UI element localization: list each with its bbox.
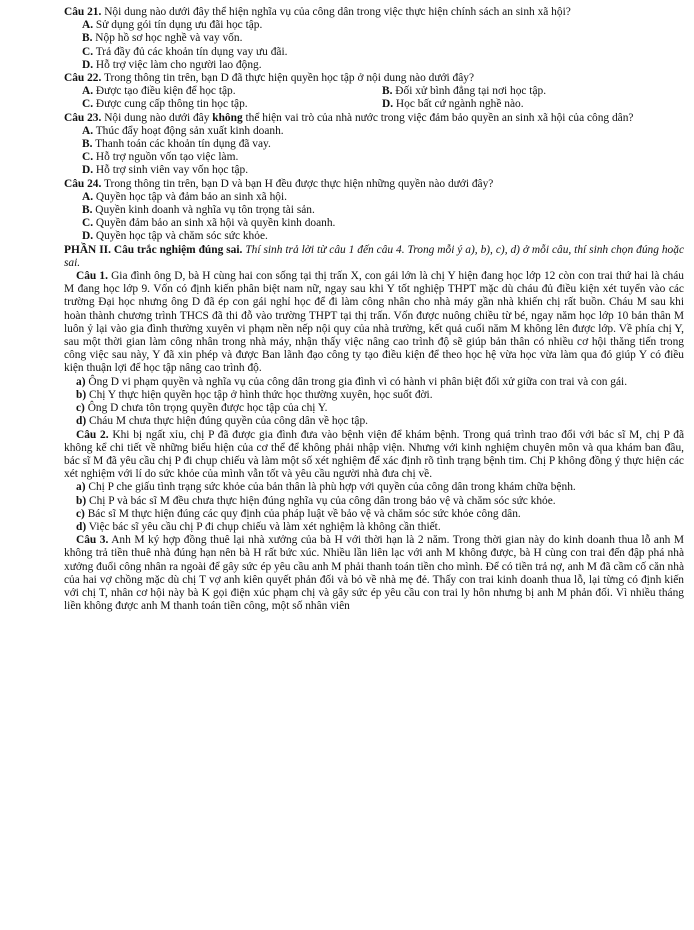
question-text: Nội dung nào dưới đây thể hiện nghĩa vụ của công dân trong việc thực hiện chính sách an sinh xã hội?	[101, 6, 571, 18]
option-letter: B.	[82, 204, 93, 217]
option-c	[64, 46, 684, 59]
option-a	[82, 85, 382, 98]
option-text: Quyền đảm bảo an sinh xã hội và quyền kinh doanh.	[93, 217, 336, 230]
question-number: Câu 21.	[64, 6, 102, 18]
option-letter: D.	[382, 98, 394, 111]
statement-text: Chị P và bác sĩ M đều chưa thực hiện đúng nghĩa vụ của công dân trong bảo vệ và chăm sóc sức khỏe.	[86, 494, 556, 507]
options-row-cd	[64, 98, 684, 111]
question-22	[64, 72, 684, 85]
option-text: Được tạo điều kiện để học tập.	[93, 85, 236, 98]
question-21	[64, 6, 684, 19]
option-text: Quyền kinh doanh và nghĩa vụ tôn trọng tài sản.	[92, 204, 315, 217]
option-letter: A.	[82, 190, 94, 203]
option-letter: B.	[382, 85, 393, 98]
option-text: Trả đầy đủ các khoản tín dụng vay ưu đãi.	[93, 45, 288, 58]
statement-text: Ông D vi phạm quyền và nghĩa vụ của công dân trong gia đình vì có hành vi phân biệt đối xử giữa con trai và con gái.	[85, 375, 628, 388]
statement-a	[64, 376, 684, 389]
option-letter: C.	[82, 217, 94, 230]
option-text: Hỗ trợ việc làm cho người lao động.	[93, 58, 262, 71]
question-number: Câu 22.	[64, 72, 102, 85]
question-number: Câu 2.	[76, 428, 109, 441]
statement-letter: a)	[76, 481, 86, 494]
question-number: Câu 3.	[76, 534, 109, 547]
option-d	[64, 230, 684, 243]
option-letter: C.	[82, 45, 94, 58]
option-letter: A.	[82, 124, 94, 137]
passage-text: Anh M ký hợp đồng thuê lại nhà xưởng của bà H với thời hạn là 2 năm. Trong thời gian này do kinh doanh thua lỗ anh M không trả tiền thuê nhà đúng hạn nên bà H rất bức xúc. Nhiều lần liên lạc với anh M không được, bà H cùng con trai đến đập phá nhà xưởng đuổi công nhân ra ngoài để gây sức ép yêu cầu anh M phải thanh toán tiền cho mình. Để có tiền trả nợ, anh M đã cầm cố căn nhà của hai vợ chồng mặc dù chị T vợ anh kiên quyết phản đối và bỏ về nhà mẹ đẻ. Thấy con trai kinh doanh thua lỗ, lại từng có định kiến với chị T, nhân cơ hội này bà K gọi điện xúc phạm chị và gây sức ép yêu cầu con trai ly hôn nhưng bị anh M phản đối. Vì nhiều tháng liền không được anh M thanh toán tiền công, một số nhân viên	[64, 534, 684, 613]
statement-text: Chị Y thực hiện quyền học tập ở hình thức học thường xuyên, học suốt đời.	[86, 388, 433, 401]
statement-letter: b)	[76, 388, 87, 401]
question-text: Trong thông tin trên, bạn D và bạn H đều được thực hiện những quyền nào dưới đây?	[101, 177, 494, 190]
option-letter: D.	[82, 164, 94, 177]
question-24	[64, 178, 684, 191]
option-text: Hỗ trợ sinh viên vay vốn học tập.	[93, 164, 249, 177]
statement-text: Ông D chưa tôn trọng quyền được học tập của chị Y.	[84, 402, 328, 415]
passage-2	[64, 429, 684, 482]
passage-text: Gia đình ông D, bà H cùng hai con sống tại thị trấn X, con gái lớn là chị Y hiện đang học lớp 12 còn con trai thứ hai là cháu M đang học lớp 9. Vốn có định kiến phân biệt nam nữ, ngay sau khi Y tốt nghiệp THPT mặc dù cháu đủ điều kiện xét tuyển vào các trường Đại học nhưng ông D đã ép con gái nghỉ học để đi làm công nhân cho nhà máy gần nhà khiến chị rất buồn. Cháu M sau khi hoàn thành chương trình THCS đã thi đỗ vào trường THPT tại thị trấn. Vốn được nuông chiều từ bé, ngay năm học lớp 10 bản thân M luôn ỷ lại vào gia đình thường xuyên vi phạm nền nếp nội quy của nhà trường, kết quả cuối năm M không lên được lớp. Về phía chị Y, sau một thời gian làm công nhân trong nhà máy, nhận thấy việc nâng cao trình độ sẽ giúp bản thân có nhiều cơ hội thăng tiến trong công việc sau này, Y đã xin phép và được Ban lãnh đạo công ty tạo điều kiện để theo học hệ vừa học vừa làm qua đó giúp Y có điều kiện thuận lợi để học tập nâng cao trình độ.	[64, 270, 684, 375]
statement-b	[64, 495, 684, 508]
section-title: PHẦN II. Câu trắc nghiệm đúng sai.	[64, 243, 243, 256]
statement-text: Việc bác sĩ yêu cầu chị P đi chụp chiếu và làm xét nghiệm là không cần thiết.	[86, 520, 441, 533]
option-d	[64, 164, 684, 177]
part-two-heading	[64, 244, 684, 270]
option-a	[64, 191, 684, 204]
statement-letter: c)	[76, 507, 85, 520]
statement-b	[64, 389, 684, 402]
passage-text: Khi bị ngất xỉu, chị P đã được gia đình đưa vào bệnh viện để khám bệnh. Trong quá trình trao đổi với bác sĩ M, chị P đã không kể chi tiết về những biểu hiện của cơ thể để không phải nhập viện. Nhưng với kinh nghiệm chuyên môn và qua khám ban đầu, bác sĩ M đã yêu cầu chị P đi chụp chiếu và làm một số xét nghiệm để xác định rõ tình trạng bệnh tim. Chị P không đồng ý thực hiện các xét nghiệm với lí do sức khỏe của mình vẫn tốt và yêu cầu người nhà đưa chị về.	[64, 428, 684, 481]
statement-letter: c)	[76, 402, 85, 415]
option-text: Đối xử bình đẳng tại nơi học tập.	[392, 85, 547, 98]
statement-c	[64, 402, 684, 415]
statement-letter: d)	[76, 520, 87, 533]
option-letter: B.	[82, 32, 93, 45]
question-number: Câu 1.	[76, 270, 108, 283]
options-row-ab	[64, 85, 684, 98]
option-text: Hỗ trợ nguồn vốn tạo việc làm.	[93, 151, 239, 164]
option-text: Nộp hồ sơ học nghề và vay vốn.	[92, 32, 243, 45]
option-text: Quyền học tập và chăm sóc sức khỏe.	[93, 230, 268, 243]
option-c	[64, 151, 684, 164]
option-b	[64, 204, 684, 217]
section-instruction: Thí sinh trả lời từ câu 1 đến câu 4. Trong mỗi ý a), b), c), d) ở mỗi câu, thí sinh chọn đúng hoặc sai.	[64, 243, 685, 269]
option-text: Thanh toán các khoản tín dụng đã vay.	[92, 138, 271, 151]
option-text: Quyền học tập và đảm bảo an sinh xã hội.	[93, 190, 287, 203]
option-c	[64, 217, 684, 230]
question-emphasis: không	[212, 111, 243, 124]
option-letter: C.	[82, 98, 94, 111]
option-text: Thúc đẩy hoạt động sản xuất kinh doanh.	[93, 124, 284, 137]
option-b	[382, 85, 682, 98]
question-23	[64, 112, 684, 125]
option-letter: A.	[82, 19, 94, 32]
option-c	[82, 98, 382, 111]
option-b	[64, 138, 684, 151]
option-a	[64, 19, 684, 32]
option-letter: D.	[82, 230, 94, 243]
option-text: Sử dụng gói tín dụng ưu đãi học tập.	[93, 19, 263, 32]
option-d	[382, 98, 682, 111]
option-b	[64, 32, 684, 45]
option-d	[64, 59, 684, 72]
statement-text: Chị P che giấu tình trạng sức khỏe của bản thân là phù hợp với quyền của công dân trong khám chữa bệnh.	[85, 481, 576, 494]
question-text: thể hiện vai trò của nhà nước trong việc đảm bảo quyền an sinh xã hội của công dân?	[242, 111, 634, 124]
question-text: Trong thông tin trên, bạn D đã thực hiện quyền học tập ở nội dung nào dưới đây?	[101, 72, 475, 85]
option-letter: B.	[82, 138, 93, 151]
statement-a	[64, 481, 684, 494]
passage-1	[64, 270, 684, 376]
option-letter: C.	[82, 151, 94, 164]
statement-letter: b)	[76, 494, 87, 507]
option-text: Học bất cứ ngành nghề nào.	[393, 98, 524, 111]
statement-d	[64, 415, 684, 428]
statement-c	[64, 508, 684, 521]
question-number: Câu 24.	[64, 177, 102, 190]
option-text: Được cung cấp thông tin học tập.	[93, 98, 248, 111]
statement-d	[64, 521, 684, 534]
option-letter: A.	[82, 85, 94, 98]
statement-letter: a)	[76, 375, 86, 388]
passage-3	[64, 534, 684, 613]
statement-text: Cháu M chưa thực hiện đúng quyền của công dân về học tập.	[86, 415, 368, 428]
option-letter: D.	[82, 58, 94, 71]
statement-letter: d)	[76, 415, 87, 428]
statement-text: Bác sĩ M thực hiện đúng các quy định của pháp luật về bảo vệ và chăm sóc sức khỏe công dân.	[84, 507, 521, 520]
option-a	[64, 125, 684, 138]
question-text: Nội dung nào dưới đây	[101, 111, 213, 124]
question-number: Câu 23.	[64, 111, 102, 124]
